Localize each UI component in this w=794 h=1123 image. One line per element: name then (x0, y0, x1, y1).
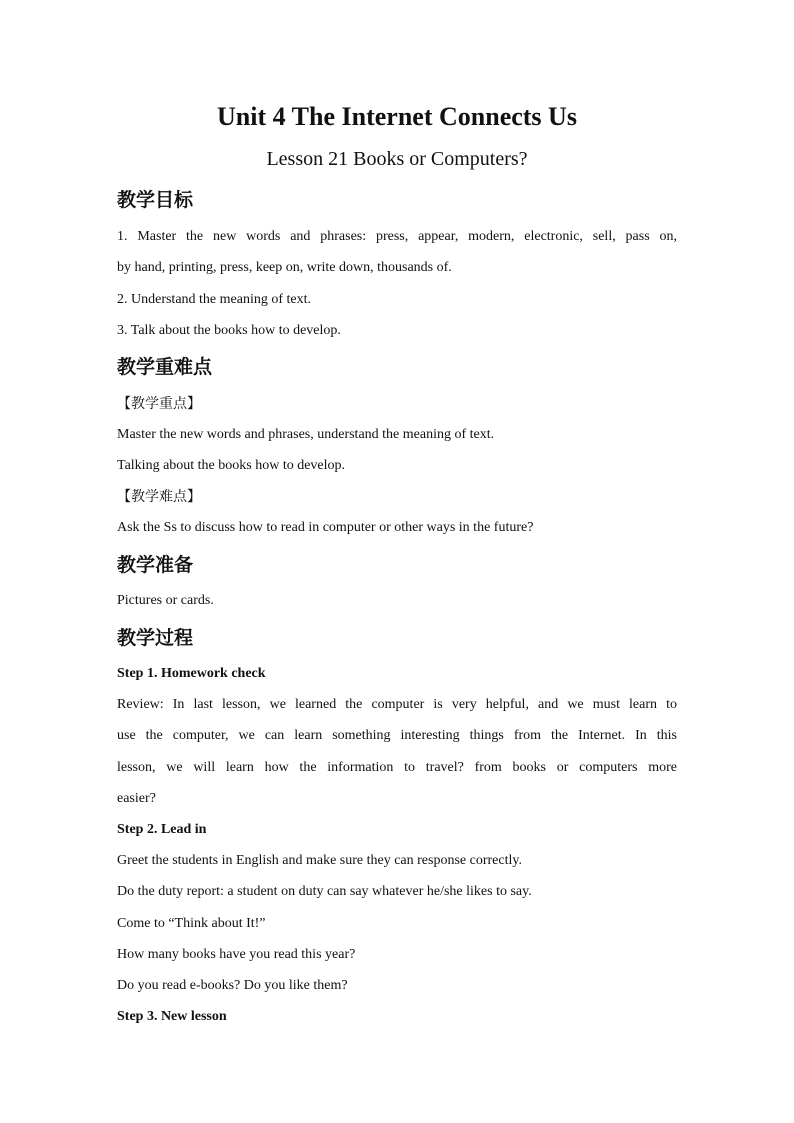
objective-line-3: 2. Understand the meaning of text. (117, 292, 312, 307)
preparation-line-1: Pictures or cards. (117, 593, 214, 608)
step3-title: Step 3. New lesson (117, 1009, 227, 1024)
document-title: Unit 4 The Internet Connects Us (217, 102, 577, 131)
step2-line-1: Greet the students in English and make sure they can response correctly. (117, 853, 522, 868)
heading-process: 教学过程 (117, 627, 194, 649)
step1-line-1: Review: In last lesson, we learned the computer is very helpful, and we must learn to (117, 697, 677, 712)
focus-label: 【教学重点】 (117, 396, 201, 412)
heading-objectives: 教学目标 (117, 189, 194, 211)
step2-title: Step 2. Lead in (117, 822, 207, 837)
focus-line-1: Master the new words and phrases, understand the meaning of text. (117, 427, 495, 442)
step1-title: Step 1. Homework check (117, 666, 266, 681)
difficulty-line-1: Ask the Ss to discuss how to read in computer or other ways in the future? (117, 520, 534, 535)
step1-line-2: use the computer, we can learn something interesting things from the Internet. In this (117, 728, 677, 743)
step2-line-4: How many books have you read this year? (117, 947, 356, 962)
objective-line-4: 3. Talk about the books how to develop. (117, 323, 341, 338)
step2-line-2: Do the duty report: a student on duty can say whatever he/she likes to say. (117, 884, 532, 899)
objective-line-1: 1. Master the new words and phrases: press, appear, modern, electronic, sell, pass on, (117, 229, 677, 244)
heading-key-points: 教学重难点 (117, 356, 213, 378)
step2-line-5: Do you read e-books? Do you like them? (117, 978, 348, 993)
lesson-subtitle: Lesson 21 Books or Computers? (266, 148, 528, 170)
objective-line-2: by hand, printing, press, keep on, write down, thousands of. (117, 260, 452, 275)
step1-line-3: lesson, we will learn how the information to travel? from books or computers more (117, 760, 677, 775)
focus-line-2: Talking about the books how to develop. (117, 458, 346, 473)
heading-preparation: 教学准备 (117, 554, 194, 576)
difficulty-label: 【教学难点】 (117, 489, 201, 505)
step1-line-4: easier? (117, 791, 156, 806)
step2-line-3: Come to “Think about It!” (117, 916, 266, 931)
